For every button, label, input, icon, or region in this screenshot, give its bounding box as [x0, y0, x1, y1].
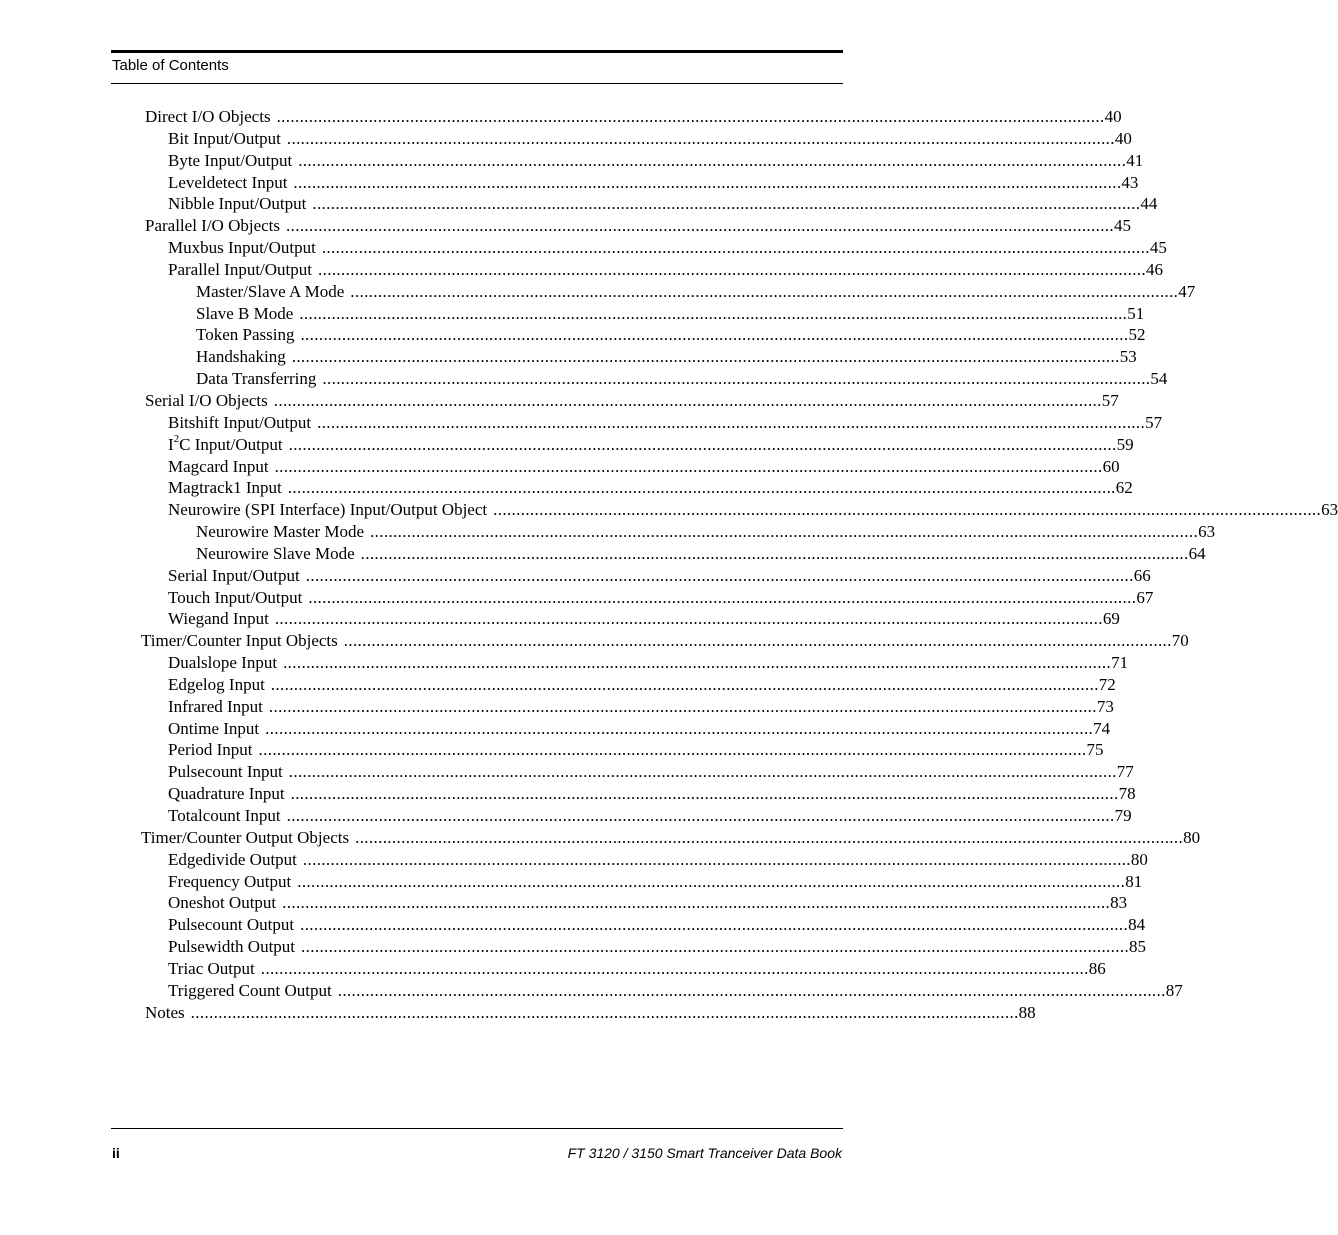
table-of-contents	[0, 106, 1338, 1023]
toc-dot-leader: ....................................................................................................................................................................................	[265, 718, 1094, 738]
toc-entry-page-number: 57	[1101, 390, 1119, 410]
toc-dot-leader: ....................................................................................................................................................................................	[268, 696, 1097, 716]
toc-entry-title: Token Passing	[196, 325, 295, 345]
toc-entry-row	[168, 237, 1167, 259]
toc-entry[interactable]	[0, 390, 1119, 412]
toc-entry-row	[196, 346, 1137, 368]
toc-entry-title: Serial Input/Output	[168, 565, 300, 585]
toc-entry-title: Magcard Input	[168, 456, 269, 476]
toc-dot-leader: ....................................................................................................................................................................................	[274, 609, 1103, 629]
toc-entry-title: Touch Input/Output	[168, 587, 303, 607]
toc-entry-page-number: 64	[1188, 543, 1206, 563]
toc-entry-page-number: 84	[1128, 915, 1146, 935]
toc-entry-page-number: 53	[1119, 347, 1137, 367]
toc-entry-page-number: 80	[1130, 849, 1148, 869]
toc-entry-page-number: 59	[1116, 434, 1134, 454]
toc-entry-row	[168, 565, 1151, 587]
toc-entry-row	[196, 521, 1216, 543]
toc-entry-row	[196, 281, 1196, 303]
toc-entry-title: Serial I/O Objects	[145, 390, 268, 410]
toc-entry[interactable]	[0, 783, 1136, 805]
toc-entry[interactable]	[0, 106, 1122, 128]
toc-dot-leader: ....................................................................................................................................................................................	[291, 347, 1120, 367]
toc-entry[interactable]	[0, 150, 1144, 172]
toc-entry-row	[145, 215, 1132, 237]
toc-entry-row	[168, 958, 1106, 980]
toc-entry-title: Leveldetect Input	[168, 172, 288, 192]
toc-entry-title: Neurowire Slave Mode	[196, 543, 355, 563]
footer-divider	[111, 1128, 843, 1129]
toc-entry-row	[168, 456, 1120, 478]
toc-entry-title: Bit Input/Output	[168, 128, 281, 148]
toc-entry-page-number: 81	[1125, 871, 1143, 891]
toc-entry-title: Bitshift Input/Output	[168, 412, 312, 432]
toc-entry-row	[168, 761, 1134, 783]
toc-entry-title: Nibble Input/Output	[168, 194, 307, 214]
toc-dot-leader: ....................................................................................................................................................................................	[301, 937, 1130, 957]
toc-entry-title: Slave B Mode	[196, 303, 294, 323]
toc-dot-leader: ....................................................................................................................................................................................	[273, 390, 1102, 410]
toc-entry-page-number: 40	[1114, 128, 1132, 148]
toc-entry-page-number: 67	[1136, 587, 1154, 607]
toc-dot-leader: ....................................................................................................................................................................................	[288, 762, 1117, 782]
toc-entry-row	[168, 936, 1147, 958]
toc-entry-title: Parallel I/O Objects	[145, 216, 281, 236]
toc-dot-leader: ....................................................................................................................................................................................	[276, 107, 1105, 126]
toc-entry-title: Oneshot Output	[168, 893, 277, 913]
toc-entry-title: Timer/Counter Input Objects	[141, 631, 338, 651]
toc-entry[interactable]	[0, 739, 1104, 761]
toc-dot-leader: ....................................................................................................................................................................................	[288, 434, 1117, 454]
toc-entry-page-number: 88	[1018, 1002, 1036, 1022]
toc-entry-page-number: 74	[1093, 718, 1111, 738]
toc-entry-row	[141, 630, 1189, 652]
toc-entry-row	[168, 849, 1148, 871]
toc-entry[interactable]	[0, 608, 1120, 630]
running-header-title: Table of Contents	[112, 57, 229, 74]
toc-dot-leader: ....................................................................................................................................................................................	[286, 216, 1115, 236]
toc-entry[interactable]	[0, 412, 1163, 434]
toc-entry-page-number: 51	[1127, 303, 1145, 323]
toc-entry[interactable]	[0, 281, 1196, 303]
toc-entry[interactable]	[0, 521, 1216, 543]
toc-entry-row	[168, 718, 1111, 740]
toc-entry-row	[196, 324, 1146, 346]
toc-entry[interactable]	[0, 805, 1132, 827]
toc-entry[interactable]	[0, 958, 1106, 980]
toc-dot-leader: ....................................................................................................................................................................................	[318, 259, 1147, 279]
toc-entry-page-number: 80	[1183, 827, 1201, 847]
toc-entry-title: Byte Input/Output	[168, 150, 293, 170]
toc-entry-title: Period Input	[168, 740, 253, 760]
toc-entry-row	[168, 412, 1163, 434]
toc-entry-title: Pulsewidth Output	[168, 937, 296, 957]
toc-entry[interactable]	[0, 914, 1146, 936]
toc-entry-row	[196, 543, 1206, 565]
toc-entry-title: Neurowire (SPI Interface) Input/Output Object	[168, 500, 488, 520]
toc-dot-leader: ....................................................................................................................................................................................	[298, 150, 1127, 170]
toc-entry-page-number: 83	[1110, 893, 1128, 913]
toc-entry-page-number: 85	[1129, 937, 1147, 957]
toc-entry-title: Magtrack1 Input	[168, 478, 282, 498]
toc-entry-row	[168, 477, 1133, 499]
toc-entry[interactable]	[0, 980, 1183, 1002]
toc-dot-leader: ....................................................................................................................................................................................	[286, 128, 1115, 148]
toc-entry-row	[196, 368, 1168, 390]
toc-dot-leader: ....................................................................................................................................................................................	[290, 784, 1119, 804]
toc-entry-page-number: 45	[1114, 216, 1132, 236]
toc-entry-title: Dualslope Input	[168, 653, 278, 673]
toc-entry[interactable]	[0, 346, 1137, 368]
toc-entry[interactable]	[0, 849, 1148, 871]
toc-entry-row	[168, 914, 1146, 936]
toc-entry[interactable]	[0, 237, 1167, 259]
toc-entry-title: Quadrature Input	[168, 784, 285, 804]
toc-entry-page-number: 52	[1128, 325, 1146, 345]
toc-entry[interactable]	[0, 892, 1128, 914]
toc-entry-title: Infrared Input	[168, 696, 263, 716]
book-title: FT 3120 / 3150 Smart Tranceiver Data Book	[567, 1145, 842, 1161]
toc-entry-title-prefix: I	[168, 434, 174, 454]
toc-entry-row	[141, 827, 1201, 849]
toc-entry-page-number: 70	[1171, 631, 1189, 651]
toc-entry-title: Edgelog Input	[168, 674, 265, 694]
toc-entry-row	[196, 303, 1145, 325]
toc-entry[interactable]	[0, 193, 1158, 215]
page-number: ii	[112, 1145, 120, 1161]
toc-entry-row	[168, 499, 1338, 521]
toc-entry-title: Pulsecount Output	[168, 915, 295, 935]
toc-dot-leader: ....................................................................................................................................................................................	[370, 522, 1199, 542]
toc-entry-title: Ontime Input	[168, 718, 260, 738]
toc-entry-row	[168, 805, 1132, 827]
toc-dot-leader: ....................................................................................................................................................................................	[274, 456, 1103, 476]
toc-dot-leader: ....................................................................................................................................................................................	[360, 543, 1189, 563]
toc-entry-row	[168, 193, 1158, 215]
toc-entry-page-number: 66	[1133, 565, 1151, 585]
toc-entry-title: Parallel Input/Output	[168, 259, 313, 279]
toc-dot-leader: ....................................................................................................................................................................................	[258, 740, 1087, 760]
toc-entry-title: Master/Slave A Mode	[196, 281, 345, 301]
toc-entry-row	[168, 587, 1154, 609]
toc-entry[interactable]	[0, 499, 1338, 521]
toc-dot-leader: ....................................................................................................................................................................................	[286, 806, 1115, 825]
toc-entry-row	[168, 150, 1144, 172]
toc-entry-title: Triac Output	[168, 958, 255, 978]
toc-entry-page-number: 72	[1098, 674, 1116, 694]
toc-entry[interactable]	[0, 172, 1139, 194]
toc-dot-leader: ....................................................................................................................................................................................	[337, 980, 1166, 1000]
toc-entry-page-number: 71	[1111, 653, 1129, 673]
toc-dot-leader: ....................................................................................................................................................................................	[283, 653, 1112, 673]
toc-entry[interactable]	[0, 652, 1129, 674]
toc-dot-leader: ....................................................................................................................................................................................	[305, 565, 1134, 585]
toc-entry[interactable]	[0, 128, 1132, 150]
toc-entry[interactable]	[0, 630, 1189, 652]
header-divider	[111, 83, 843, 84]
toc-dot-leader: ....................................................................................................................................................................................	[322, 369, 1151, 389]
toc-entry-title: Notes	[145, 1002, 185, 1022]
toc-entry[interactable]	[0, 303, 1145, 325]
toc-entry-row	[168, 128, 1132, 150]
toc-entry[interactable]	[0, 477, 1133, 499]
toc-entry-page-number: 60	[1102, 456, 1120, 476]
toc-entry-title-superscript: 2	[173, 433, 180, 445]
toc-entry[interactable]	[0, 456, 1120, 478]
toc-entry-row	[168, 696, 1114, 718]
toc-entry[interactable]	[0, 1002, 1036, 1024]
toc-entry-page-number: 46	[1146, 259, 1164, 279]
toc-entry-title: Neurowire Master Mode	[196, 522, 365, 542]
toc-entry-title: Direct I/O Objects	[145, 107, 271, 126]
toc-entry-page-number: 75	[1086, 740, 1104, 760]
toc-dot-leader: ....................................................................................................................................................................................	[317, 412, 1146, 432]
toc-dot-leader: ....................................................................................................................................................................................	[350, 281, 1179, 301]
toc-entry[interactable]	[0, 543, 1206, 565]
toc-entry-title: Data Transferring	[196, 369, 317, 389]
toc-entry-title: Triggered Count Output	[168, 980, 332, 1000]
toc-dot-leader: ....................................................................................................................................................................................	[493, 500, 1322, 520]
toc-dot-leader: ....................................................................................................................................................................................	[293, 172, 1122, 192]
toc-dot-leader: ....................................................................................................................................................................................	[297, 871, 1126, 891]
toc-entry[interactable]	[0, 696, 1114, 718]
toc-entry[interactable]	[0, 587, 1154, 609]
toc-entry-row	[145, 1002, 1036, 1024]
toc-entry-page-number: 87	[1165, 980, 1183, 1000]
toc-dot-leader: ....................................................................................................................................................................................	[355, 827, 1184, 847]
toc-entry-page-number: 41	[1126, 150, 1144, 170]
toc-entry-row	[145, 390, 1119, 412]
toc-entry-page-number: 45	[1149, 238, 1167, 258]
toc-entry[interactable]	[0, 433, 1134, 456]
toc-entry-row	[168, 783, 1136, 805]
toc-entry[interactable]	[0, 674, 1116, 696]
toc-entry-row	[168, 259, 1164, 281]
toc-entry-title-rest: C Input/Output	[179, 434, 283, 454]
toc-entry-page-number: 44	[1140, 194, 1158, 214]
toc-entry[interactable]	[0, 936, 1147, 958]
toc-entry-title: Edgedivide Output	[168, 849, 297, 869]
toc-dot-leader: ....................................................................................................................................................................................	[312, 194, 1141, 214]
toc-entry-title: Totalcount Input	[168, 806, 281, 825]
toc-entry-row	[168, 871, 1143, 893]
toc-entry[interactable]	[0, 761, 1134, 783]
toc-entry-page-number: 40	[1104, 107, 1122, 126]
toc-entry-page-number: 57	[1145, 412, 1163, 432]
toc-entry-page-number: 86	[1088, 958, 1106, 978]
toc-dot-leader: ....................................................................................................................................................................................	[300, 325, 1129, 345]
toc-entry-row	[168, 172, 1139, 194]
toc-entry-title	[168, 434, 289, 456]
toc-entry-title: Pulsecount Input	[168, 762, 283, 782]
toc-entry[interactable]	[0, 368, 1168, 390]
toc-dot-leader: ....................................................................................................................................................................................	[308, 587, 1137, 607]
toc-dot-leader: ....................................................................................................................................................................................	[287, 478, 1116, 498]
toc-entry-page-number: 63	[1321, 500, 1338, 520]
toc-entry-page-number: 63	[1198, 522, 1216, 542]
toc-entry-page-number: 62	[1115, 478, 1133, 498]
toc-dot-leader: ....................................................................................................................................................................................	[260, 958, 1089, 978]
toc-entry-page-number: 54	[1150, 369, 1168, 389]
toc-entry[interactable]	[0, 871, 1143, 893]
header-rule	[111, 50, 843, 53]
toc-entry[interactable]	[0, 718, 1111, 740]
toc-entry-row	[168, 739, 1104, 761]
toc-entry-page-number: 73	[1096, 696, 1114, 716]
toc-dot-leader: ....................................................................................................................................................................................	[343, 631, 1172, 651]
toc-entry-page-number: 69	[1102, 609, 1120, 629]
toc-entry-page-number: 47	[1178, 281, 1196, 301]
toc-entry-row	[145, 106, 1122, 128]
toc-entry-row	[168, 433, 1134, 456]
toc-dot-leader: ....................................................................................................................................................................................	[190, 1002, 1019, 1022]
toc-entry-row	[168, 608, 1120, 630]
toc-entry-page-number: 79	[1114, 806, 1132, 825]
toc-entry-title: Wiegand Input	[168, 609, 269, 629]
toc-entry-title: Frequency Output	[168, 871, 292, 891]
toc-entry-title: Timer/Counter Output Objects	[141, 827, 350, 847]
toc-entry[interactable]	[0, 324, 1146, 346]
toc-dot-leader: ....................................................................................................................................................................................	[302, 849, 1131, 869]
toc-entry-page-number: 77	[1116, 762, 1134, 782]
toc-entry[interactable]	[0, 259, 1164, 281]
toc-dot-leader: ....................................................................................................................................................................................	[282, 893, 1111, 913]
toc-entry-title: Handshaking	[196, 347, 286, 367]
toc-entry-page-number: 43	[1121, 172, 1139, 192]
toc-dot-leader: ....................................................................................................................................................................................	[299, 303, 1128, 323]
toc-entry-row	[168, 980, 1183, 1002]
toc-entry-title: Muxbus Input/Output	[168, 238, 316, 258]
toc-dot-leader: ....................................................................................................................................................................................	[321, 238, 1150, 258]
toc-entry-row	[168, 892, 1128, 914]
toc-dot-leader: ....................................................................................................................................................................................	[300, 915, 1129, 935]
toc-dot-leader: ....................................................................................................................................................................................	[270, 674, 1099, 694]
toc-entry-page-number: 78	[1118, 784, 1136, 804]
toc-entry[interactable]	[0, 215, 1132, 237]
toc-entry-row	[168, 652, 1129, 674]
toc-entry-row	[168, 674, 1116, 696]
toc-entry[interactable]	[0, 827, 1201, 849]
toc-entry[interactable]	[0, 565, 1151, 587]
